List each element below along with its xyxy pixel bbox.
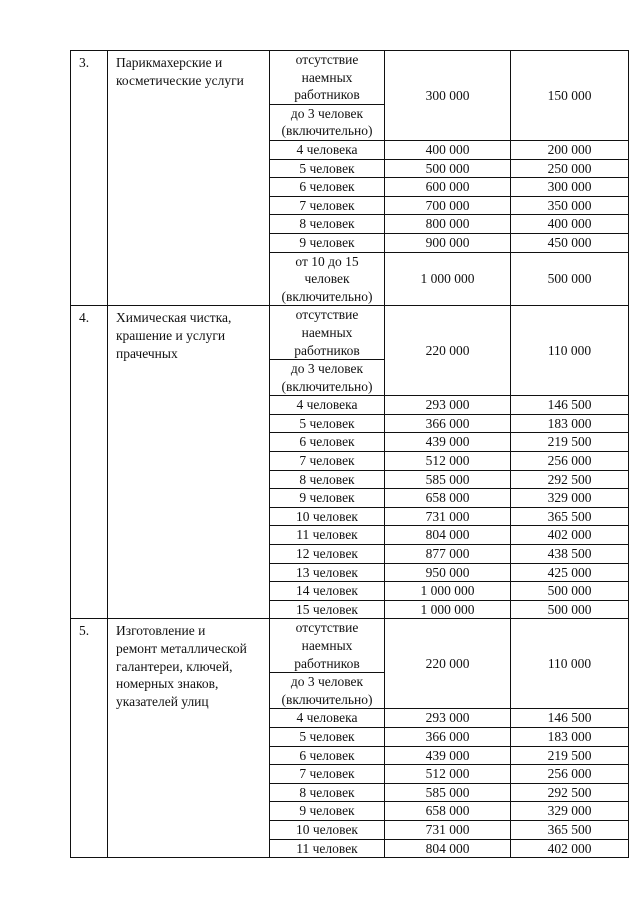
value-text: 500 000 xyxy=(547,583,592,599)
employee-count-cell xyxy=(270,820,385,839)
value-text: 585 000 xyxy=(425,471,470,487)
employee-count-cell xyxy=(270,414,385,433)
section-number-text: 5. xyxy=(79,623,90,639)
value-text: 110 000 xyxy=(547,343,592,358)
employee-count-cell xyxy=(270,582,385,601)
value-cell xyxy=(511,765,629,784)
value-text: 366 000 xyxy=(425,415,470,431)
text-line: 15 человек xyxy=(296,601,358,617)
value-text: 366 000 xyxy=(425,728,470,744)
value-cell xyxy=(511,178,629,197)
value-cell xyxy=(511,619,629,709)
activity-name xyxy=(108,306,270,619)
value-cell xyxy=(385,526,511,545)
value-text: 183 000 xyxy=(547,415,592,431)
value-cell xyxy=(385,802,511,821)
employee-count-cell xyxy=(270,433,385,452)
value-cell xyxy=(511,839,629,858)
value-text: 329 000 xyxy=(547,803,592,819)
employee-count-cell xyxy=(270,802,385,821)
section-header-row xyxy=(71,306,629,360)
text-line: 5 человек xyxy=(299,160,355,176)
value-text: 731 000 xyxy=(425,508,470,524)
employee-count-cell xyxy=(270,470,385,489)
employee-count-cell xyxy=(270,709,385,728)
section-number-text: 4. xyxy=(79,310,90,326)
value-cell xyxy=(385,396,511,415)
value-cell xyxy=(511,306,629,396)
text-line: наемных xyxy=(301,638,353,653)
value-text: 146 500 xyxy=(547,397,592,413)
value-text: 804 000 xyxy=(425,527,470,543)
value-cell xyxy=(511,233,629,252)
text-line: 5 человек xyxy=(299,728,355,744)
text-line: 6 человек xyxy=(299,434,355,450)
value-text: 700 000 xyxy=(425,197,470,213)
value-cell xyxy=(511,196,629,215)
value-text: 425 000 xyxy=(547,564,592,580)
value-cell xyxy=(385,140,511,159)
tax-rates-table xyxy=(70,50,629,858)
value-cell xyxy=(385,159,511,178)
text-line: 8 человек xyxy=(299,784,355,800)
value-cell xyxy=(385,452,511,471)
text-line: номерных знаков, xyxy=(116,676,219,692)
value-text: 877 000 xyxy=(425,546,470,562)
value-cell xyxy=(511,746,629,765)
value-cell xyxy=(511,433,629,452)
value-text: 804 000 xyxy=(425,840,470,856)
text-line: указателей улиц xyxy=(116,693,209,709)
value-text: 219 500 xyxy=(547,434,592,450)
text-line: наемных xyxy=(301,324,353,340)
value-text: 292 500 xyxy=(547,784,592,800)
value-cell xyxy=(511,140,629,159)
value-cell xyxy=(385,196,511,215)
text-line: 4 человека xyxy=(296,710,358,726)
text-line: 7 человек xyxy=(299,453,355,469)
text-line: 6 человек xyxy=(299,747,355,763)
value-text: 183 000 xyxy=(547,728,592,744)
value-cell xyxy=(385,306,511,396)
value-cell xyxy=(511,215,629,234)
text-line: отсутствие xyxy=(295,307,359,323)
value-cell xyxy=(385,839,511,858)
employee-count-cell xyxy=(270,526,385,545)
text-line: 10 человек xyxy=(296,821,358,837)
employee-count-cell xyxy=(270,306,385,360)
value-text: 1 000 000 xyxy=(420,271,475,287)
text-line: отсутствие xyxy=(295,620,359,636)
table-body xyxy=(71,51,629,858)
section-number xyxy=(71,306,108,619)
text-line: работников xyxy=(294,87,360,103)
text-line: (включительно) xyxy=(281,288,373,304)
employee-count-cell xyxy=(270,252,385,306)
value-text: 402 000 xyxy=(547,840,592,856)
value-cell xyxy=(511,470,629,489)
value-cell xyxy=(511,545,629,564)
text-line: 14 человек xyxy=(296,583,358,599)
value-cell xyxy=(385,215,511,234)
value-text: 512 000 xyxy=(425,453,470,469)
value-cell xyxy=(511,820,629,839)
value-text: 365 500 xyxy=(547,508,592,524)
text-line: наемных xyxy=(301,69,353,85)
value-cell xyxy=(385,709,511,728)
text-line: 9 человек xyxy=(299,803,355,819)
text-line: 7 человек xyxy=(299,197,355,213)
text-line: 9 человек xyxy=(299,234,355,250)
text-line: работников xyxy=(294,655,360,671)
employee-count-cell xyxy=(270,783,385,802)
value-text: 250 000 xyxy=(547,160,592,176)
value-text: 402 000 xyxy=(547,527,592,543)
text-line: от 10 до 15 xyxy=(295,253,359,269)
value-text: 220 000 xyxy=(425,343,470,358)
value-text: 1 000 000 xyxy=(420,601,475,617)
value-cell xyxy=(511,563,629,582)
text-line: (включительно) xyxy=(281,691,373,707)
value-text: 438 500 xyxy=(547,546,592,562)
value-cell xyxy=(511,159,629,178)
value-cell xyxy=(385,178,511,197)
value-cell xyxy=(385,545,511,564)
value-text: 150 000 xyxy=(547,87,592,103)
value-text: 293 000 xyxy=(425,397,470,413)
text-line: Парикмахерские и xyxy=(116,55,223,70)
value-text: 512 000 xyxy=(425,766,470,782)
value-cell xyxy=(385,746,511,765)
text-line: (включительно) xyxy=(281,123,373,139)
section-number-text: 3. xyxy=(79,55,90,70)
value-text: 400 000 xyxy=(547,216,592,232)
employee-count-cell xyxy=(270,233,385,252)
employee-count-cell xyxy=(270,619,385,673)
employee-count-cell xyxy=(270,489,385,508)
value-cell xyxy=(385,233,511,252)
value-cell xyxy=(511,802,629,821)
text-line: 4 человека xyxy=(296,397,358,413)
value-cell xyxy=(385,563,511,582)
text-line: до 3 человек xyxy=(290,361,364,377)
employee-count-cell xyxy=(270,507,385,526)
text-line: 8 человек xyxy=(299,216,355,232)
value-text: 500 000 xyxy=(547,271,592,287)
value-text: 900 000 xyxy=(425,234,470,250)
text-line: 8 человек xyxy=(299,471,355,487)
text-line: прачечных xyxy=(116,345,178,361)
value-text: 950 000 xyxy=(425,564,470,580)
text-line: 9 человек xyxy=(299,490,355,506)
text-line: работников xyxy=(294,342,360,358)
value-text: 350 000 xyxy=(547,197,592,213)
value-cell xyxy=(385,489,511,508)
value-cell xyxy=(385,600,511,619)
text-line: человек xyxy=(304,271,350,287)
value-text: 450 000 xyxy=(547,234,592,250)
employee-count-cell xyxy=(270,727,385,746)
value-cell xyxy=(385,619,511,709)
text-line: 6 человек xyxy=(299,179,355,195)
value-cell xyxy=(385,507,511,526)
value-cell xyxy=(511,727,629,746)
value-text: 439 000 xyxy=(425,434,470,450)
value-text: 200 000 xyxy=(547,141,592,157)
value-cell xyxy=(385,433,511,452)
value-cell xyxy=(385,783,511,802)
employee-count-cell xyxy=(270,746,385,765)
value-cell xyxy=(511,452,629,471)
value-cell xyxy=(511,582,629,601)
value-text: 658 000 xyxy=(425,490,470,506)
employee-count-cell xyxy=(270,396,385,415)
value-text: 658 000 xyxy=(425,803,470,819)
value-text: 256 000 xyxy=(547,766,592,782)
value-cell xyxy=(385,820,511,839)
employee-count-cell xyxy=(270,104,385,140)
value-cell xyxy=(511,252,629,306)
value-cell xyxy=(511,526,629,545)
employee-count-cell xyxy=(270,839,385,858)
text-line: 11 человек xyxy=(296,840,358,856)
value-text: 731 000 xyxy=(425,821,470,837)
employee-count-cell xyxy=(270,452,385,471)
employee-count-cell xyxy=(270,545,385,564)
value-text: 600 000 xyxy=(425,179,470,195)
value-cell xyxy=(511,489,629,508)
employee-count-cell xyxy=(270,196,385,215)
section-header-row xyxy=(71,51,629,105)
value-cell xyxy=(385,765,511,784)
text-line: до 3 человек xyxy=(290,105,364,121)
section-number xyxy=(71,51,108,306)
text-line: 5 человек xyxy=(299,415,355,431)
value-cell xyxy=(511,414,629,433)
employee-count-cell xyxy=(270,600,385,619)
text-line: 11 человек xyxy=(296,527,358,543)
text-line: 13 человек xyxy=(296,564,358,580)
text-line: до 3 человек xyxy=(290,674,364,690)
value-text: 800 000 xyxy=(425,216,470,232)
value-text: 300 000 xyxy=(425,87,470,103)
text-line: ремонт металлической xyxy=(116,641,247,656)
activity-name xyxy=(108,619,270,858)
employee-count-cell xyxy=(270,563,385,582)
value-text: 256 000 xyxy=(547,453,592,469)
value-text: 1 000 000 xyxy=(420,583,475,599)
text-line: Изготовление и xyxy=(116,623,206,639)
value-cell xyxy=(511,396,629,415)
text-line: галантереи, ключей, xyxy=(116,658,233,674)
employee-count-cell xyxy=(270,178,385,197)
value-text: 365 500 xyxy=(547,821,592,837)
value-text: 292 500 xyxy=(547,471,592,487)
value-cell xyxy=(511,783,629,802)
value-cell xyxy=(385,51,511,141)
value-text: 220 000 xyxy=(425,656,470,672)
value-text: 293 000 xyxy=(425,710,470,726)
value-cell xyxy=(511,709,629,728)
value-cell xyxy=(385,470,511,489)
value-cell xyxy=(511,51,629,141)
value-cell xyxy=(385,414,511,433)
text-line: Химическая чистка, xyxy=(116,310,232,326)
employee-count-cell xyxy=(270,765,385,784)
text-line: крашение и услуги xyxy=(116,327,226,343)
value-text: 219 500 xyxy=(547,747,592,763)
section-number xyxy=(71,619,108,858)
employee-count-cell xyxy=(270,51,385,105)
text-line: 10 человек xyxy=(296,508,358,524)
text-line: 12 человек xyxy=(296,546,358,562)
value-text: 400 000 xyxy=(425,141,470,157)
value-cell xyxy=(511,507,629,526)
value-text: 146 500 xyxy=(547,710,592,726)
text-line: косметические услуги xyxy=(116,72,244,88)
value-text: 439 000 xyxy=(425,747,470,763)
value-text: 500 000 xyxy=(547,601,592,617)
value-cell xyxy=(385,252,511,306)
employee-count-cell xyxy=(270,159,385,178)
value-text: 300 000 xyxy=(547,179,592,195)
value-text: 500 000 xyxy=(425,160,470,176)
employee-count-cell xyxy=(270,215,385,234)
text-line: 7 человек xyxy=(299,766,355,782)
document-page xyxy=(70,50,628,858)
value-text: 110 000 xyxy=(547,656,592,672)
employee-count-cell xyxy=(270,673,385,709)
employee-count-cell xyxy=(270,140,385,159)
value-text: 329 000 xyxy=(547,490,592,506)
value-cell xyxy=(385,727,511,746)
text-line: отсутствие xyxy=(295,52,359,67)
text-line: (включительно) xyxy=(281,378,373,394)
value-cell xyxy=(385,582,511,601)
text-line: 4 человека xyxy=(296,141,358,157)
activity-name xyxy=(108,51,270,306)
value-text: 585 000 xyxy=(425,784,470,800)
employee-count-cell xyxy=(270,360,385,396)
section-header-row xyxy=(71,619,629,673)
value-cell xyxy=(511,600,629,619)
